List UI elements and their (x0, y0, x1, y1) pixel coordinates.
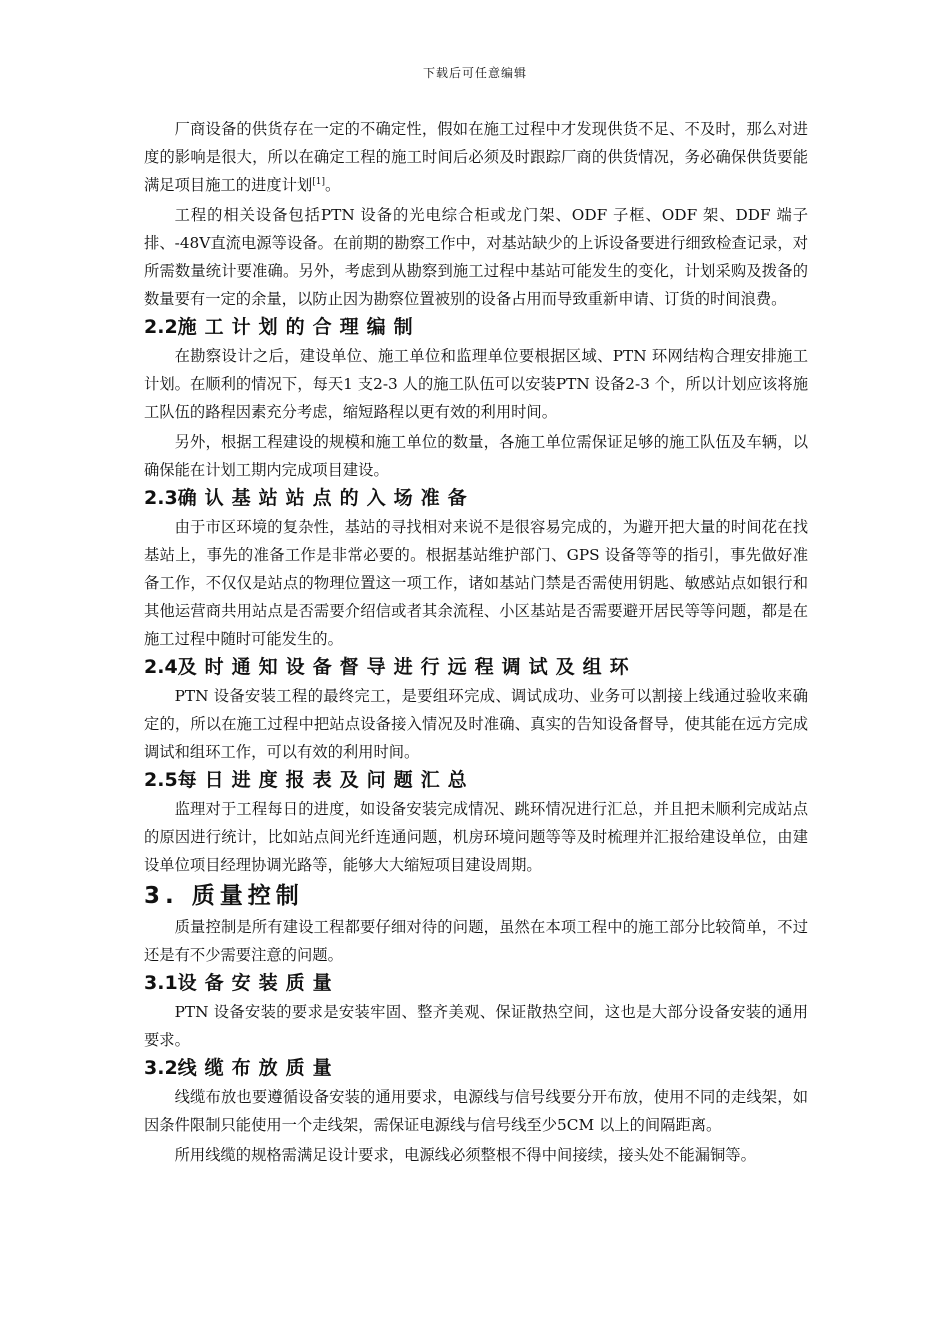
paragraph-schedule: 在勘察设计之后，建设单位、施工单位和监理单位要根据区域、PTN 环网结构合理安排施工计划。在顺利的情况下，每天1 支2-3 人的施工队伍可以安装PTN 设备2-3 个，所以计划应该将施工队伍的路程因素充分考虑，缩短路程以更有效的利用时间。 (144, 347, 808, 421)
heading-2-4 (144, 653, 808, 682)
heading-3: 3. 质量控制 (144, 883, 304, 909)
paragraph-teams: 另外，根据工程建设的规模和施工单位的数量，各施工单位需保证足够的施工队伍及车辆，以确保能在计划工期内完成项目建设。 (144, 433, 808, 479)
heading-2-5 (144, 766, 808, 795)
heading-2-3-number: 2.3 (144, 487, 178, 509)
heading-2-4-text: 及时通知设备督导进行远程调试及组环 (177, 656, 637, 678)
paragraph-install-quality: PTN 设备安装的要求是安装牢固、整齐美观、保证散热空间，这也是大部分设备安装的通用要求。 (144, 1003, 808, 1049)
heading-2-2-text: 施工计划的合理编制 (177, 316, 421, 338)
page-header: 下载后可任意编辑 (422, 66, 527, 80)
paragraph-remote-debug: PTN 设备安装工程的最终完工，是要组环完成、调试成功、业务可以割接上线通过验收来确定的，所以在施工过程中把站点设备接入情况及时准确、真实的告知设备督导，使其能在远方完成调试和组环工作，可以有效的利用时间。 (144, 687, 808, 761)
paragraph-equipment: 工程的相关设备包括PTN 设备的光电综合柜或龙门架、ODF 子框、ODF 架、DDF 端子排、-48V直流电源等设备。在前期的勘察工作中，对基站缺少的上诉设备要进行细致检查记录，对所需数量统计要准确。另外，考虑到从勘察到施工过程中基站可能发生的变化，计划采购及拨备的数量要有一定的余量，以防止因为勘察位置被别的设备占用而导致重新申请、订货的时间浪费。 (144, 206, 808, 308)
heading-3-2 (144, 1054, 808, 1083)
heading-2-2 (144, 313, 808, 342)
heading-3-2-text: 线缆布放质量 (177, 1057, 340, 1079)
heading-2-5-number: 2.5 (144, 769, 178, 791)
heading-2-4-number: 2.4 (144, 656, 178, 678)
heading-3-1-text: 设备安装质量 (177, 972, 340, 994)
paragraph-quality-intro: 质量控制是所有建设工程都要仔细对待的问题，虽然在本项工程中的施工部分比较简单，不过还是有不少需要注意的问题。 (144, 918, 808, 964)
heading-3-1 (144, 969, 808, 998)
paragraph-site-prep: 由于市区环境的复杂性，基站的寻找相对来说不是很容易完成的，为避开把大量的时间花在找基站上，事先的准备工作是非常必要的。根据基站维护部门、GPS 设备等等的指引，事先做好准备工作，不仅仅是站点的物理位置这一项工作，诸如基站门禁是否需使用钥匙、敏感站点如银行和其他运营商共用站点是否需要介绍信或者其余流程、小区基站是否需要避开居民等等问题，都是在施工过程中随时可能发生的。 (144, 518, 808, 648)
paragraph-cable-routing: 线缆布放也要遵循设备安装的通用要求，电源线与信号线要分开布放，使用不同的走线架，如因条件限制只能使用一个走线架，需保证电源线与信号线至少5CM 以上的间隔距离。 (144, 1088, 808, 1134)
paragraph-daily-report: 监理对于工程每日的进度，如设备安装完成情况、跳环情况进行汇总，并且把未顺利完成站点的原因进行统计，比如站点间光纤连通问题，机房环境问题等等及时梳理并汇报给建设单位，由建设单位项目经理协调光路等，能够大大缩短项目建设周期。 (144, 800, 808, 874)
heading-3-1-number: 3.1 (144, 972, 178, 994)
heading-2-2-number: 2.2 (144, 316, 178, 338)
heading-2-3-text: 确认基站站点的入场准备 (177, 487, 475, 509)
document-body (144, 115, 808, 1169)
paragraph-supply (144, 115, 808, 199)
heading-2-3 (144, 484, 808, 513)
paragraph-supply-text: 厂商设备的供货存在一定的不确定性，假如在施工过程中才发现供货不足、不及时，那么对进度的影响是很大，所以在确定工程的施工时间后必须及时跟踪厂商的供货情况，务必确保供货要能满足项目施工的进度计划 (144, 120, 808, 194)
heading-2-5-text: 每日进度报表及问题汇总 (177, 769, 475, 791)
paragraph-supply-end: 。 (325, 176, 341, 194)
paragraph-cable-spec: 所用线缆的规格需满足设计要求，电源线必须整根不得中间接续，接头处不能漏铜等。 (174, 1146, 756, 1164)
citation-ref: [1] (312, 177, 326, 187)
heading-3-2-number: 3.2 (144, 1057, 178, 1079)
